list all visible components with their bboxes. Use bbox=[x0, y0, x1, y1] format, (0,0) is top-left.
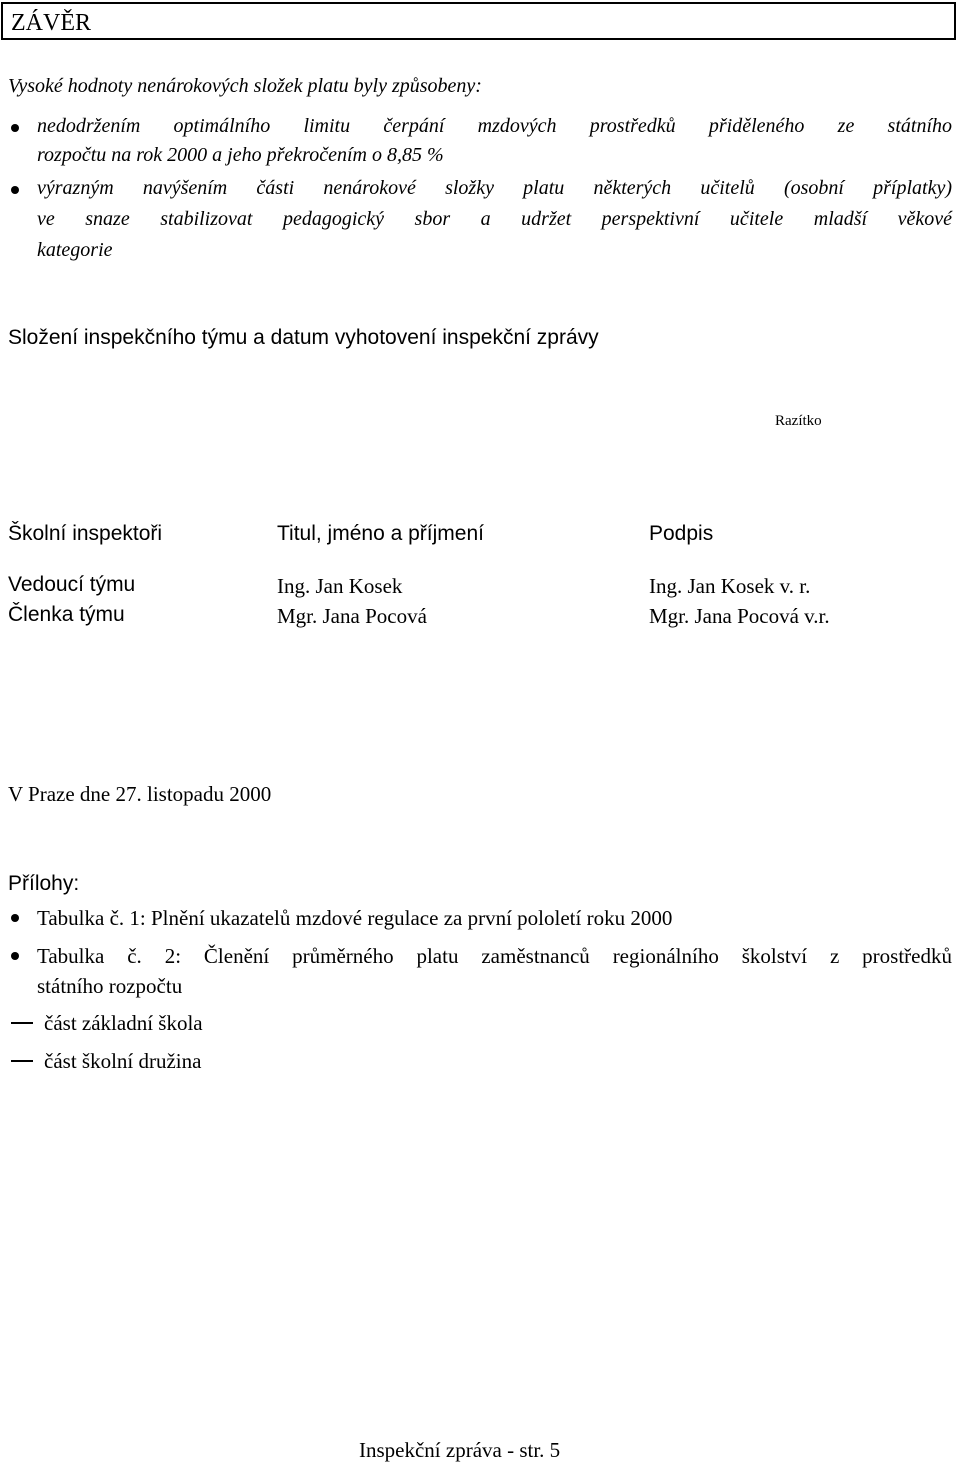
table-header-signature: Podpis bbox=[649, 522, 714, 545]
page-footer: Inspekční zpráva - str. 5 bbox=[359, 1438, 561, 1462]
attachment-2-line-1: Tabulka č. 2: Členění průměrného platu zaměstnanců regionálního školství z prostředků bbox=[37, 944, 952, 968]
bullet-icon bbox=[11, 914, 19, 922]
table-cell-name: Mgr. Jana Pocová bbox=[277, 604, 427, 628]
stamp-label: Razítko bbox=[775, 413, 822, 429]
cause-1-line-2: rozpočtu na rok 2000 a jeho překročením o 8,85 % bbox=[37, 144, 444, 166]
cause-1-line-1: nedodržením optimálního limitu čerpání mzdových prostředků přiděleného ze státního bbox=[37, 115, 952, 137]
bullet-icon bbox=[11, 186, 19, 194]
attachment-part-2: část školní družina bbox=[44, 1049, 202, 1073]
bullet-icon bbox=[11, 952, 19, 960]
table-cell-signature: Mgr. Jana Pocová v.r. bbox=[649, 604, 830, 628]
attachment-2-line-2: státního rozpočtu bbox=[37, 974, 183, 998]
dash-icon bbox=[11, 1060, 33, 1062]
attachment-part-1: část základní škola bbox=[44, 1011, 203, 1035]
table-header-name: Titul, jméno a příjmení bbox=[277, 522, 484, 545]
team-heading: Složení inspekčního týmu a datum vyhotovení inspekční zprávy bbox=[8, 326, 599, 349]
intro-text: Vysoké hodnoty nenárokových složek platu byly způsobeny: bbox=[8, 75, 482, 97]
bullet-icon bbox=[11, 124, 19, 132]
cause-2-line-2: ve snaze stabilizovat pedagogický sbor a udržet perspektivní učitele mladší věkové bbox=[37, 208, 952, 230]
table-cell-signature: Ing. Jan Kosek v. r. bbox=[649, 574, 811, 598]
table-header-inspectors: Školní inspektoři bbox=[8, 522, 163, 545]
attachment-1: Tabulka č. 1: Plnění ukazatelů mzdové regulace za první pololetí roku 2000 bbox=[37, 906, 673, 930]
dash-icon bbox=[11, 1022, 33, 1024]
attachments-heading: Přílohy: bbox=[8, 872, 80, 895]
table-cell-role: Vedoucí týmu bbox=[8, 573, 136, 596]
place-date: V Praze dne 27. listopadu 2000 bbox=[8, 782, 272, 806]
section-heading-box bbox=[1, 2, 956, 40]
cause-2-line-1: výrazným navýšením části nenárokové složky platu některých učitelů (osobní příplatky) bbox=[37, 177, 952, 199]
section-title: ZÁVĚR bbox=[11, 10, 91, 36]
table-cell-name: Ing. Jan Kosek bbox=[277, 574, 403, 598]
cause-2-line-3: kategorie bbox=[37, 239, 113, 261]
table-cell-role: Členka týmu bbox=[8, 603, 125, 626]
